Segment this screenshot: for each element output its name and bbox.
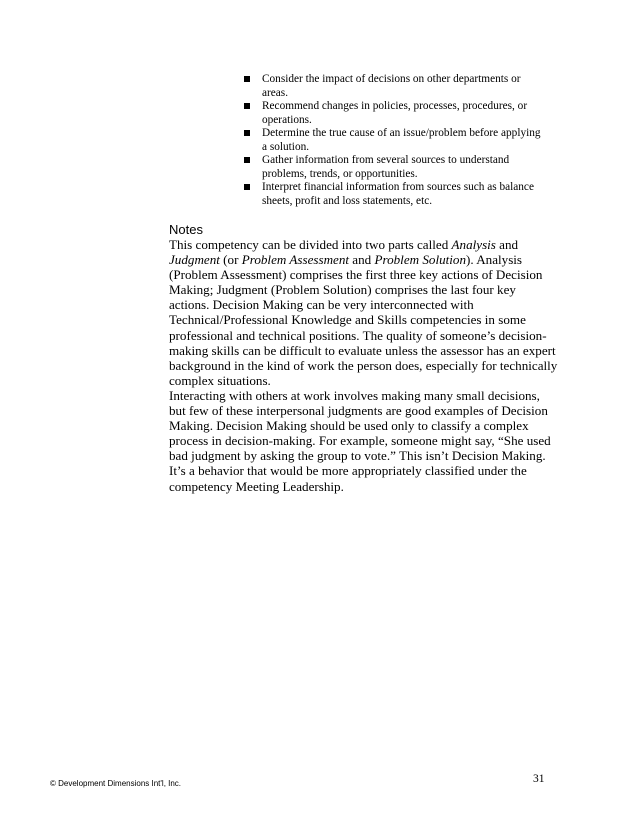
notes-body — [169, 237, 559, 494]
key-actions-bullet-list — [244, 73, 544, 208]
bullet-text: Gather information from several sources to understand problems, trends, or opportunities. — [262, 154, 510, 180]
square-bullet-icon — [244, 103, 250, 109]
notes-paragraph — [169, 237, 559, 388]
paragraph-text: This competency can be divided into two parts called — [169, 237, 452, 252]
square-bullet-icon — [244, 184, 250, 190]
bullet-item — [244, 73, 544, 100]
bullet-text: Recommend changes in policies, processes, procedures, or operations. — [262, 100, 528, 126]
italic-term: Problem Solution — [374, 252, 467, 268]
bullet-item — [244, 154, 544, 181]
bullet-item — [244, 100, 544, 127]
bullet-item — [244, 127, 544, 154]
bullet-text: Determine the true cause of an issue/problem before applying a solution. — [262, 127, 541, 153]
italic-term: Judgment — [169, 252, 220, 268]
page-number: 31 — [533, 773, 545, 785]
bullet-text: Consider the impact of decisions on other departments or areas. — [262, 73, 521, 99]
bullet-text: Interpret financial information from sources such as balance sheets, profit and loss statements, etc. — [262, 181, 534, 207]
square-bullet-icon — [244, 157, 250, 163]
square-bullet-icon — [244, 76, 250, 82]
square-bullet-icon — [244, 130, 250, 136]
paragraph-text: and — [349, 252, 375, 268]
paragraph-text: ). Analysis (Problem Assessment) comprises the first three key actions of Decision Making; Judgment (Problem Solution) comprises the last four key actions. Decision Making can be very interconnected with Technical/Professional Knowledge and Skills competencies in some professional and technical positions. The quality of someone’s decision-making skills can be difficult to evaluate unless the assessor has an expert background in the kind of work the person does, especially for technically complex situations. — [169, 252, 558, 388]
notes-paragraph: Interacting with others at work involves making many small decisions, but few of these interpersonal judgments are good examples of Decision Making. Decision Making should be used only to classify a complex process in decision-making. For example, someone might say, “She used bad judgment by asking the group to vote.” This isn’t Decision Making. It’s a behavior that would be more appropriately classified under the competency Meeting Leadership. — [169, 387, 551, 494]
paragraph-text: (or — [219, 252, 242, 268]
bullet-item — [244, 181, 544, 208]
italic-term: Problem Assessment — [241, 252, 350, 268]
copyright-footer: © Development Dimensions Int'l, Inc. — [50, 779, 182, 788]
notes-heading: Notes — [169, 222, 203, 237]
italic-term: Analysis — [451, 237, 496, 252]
paragraph-text: and — [495, 237, 519, 252]
